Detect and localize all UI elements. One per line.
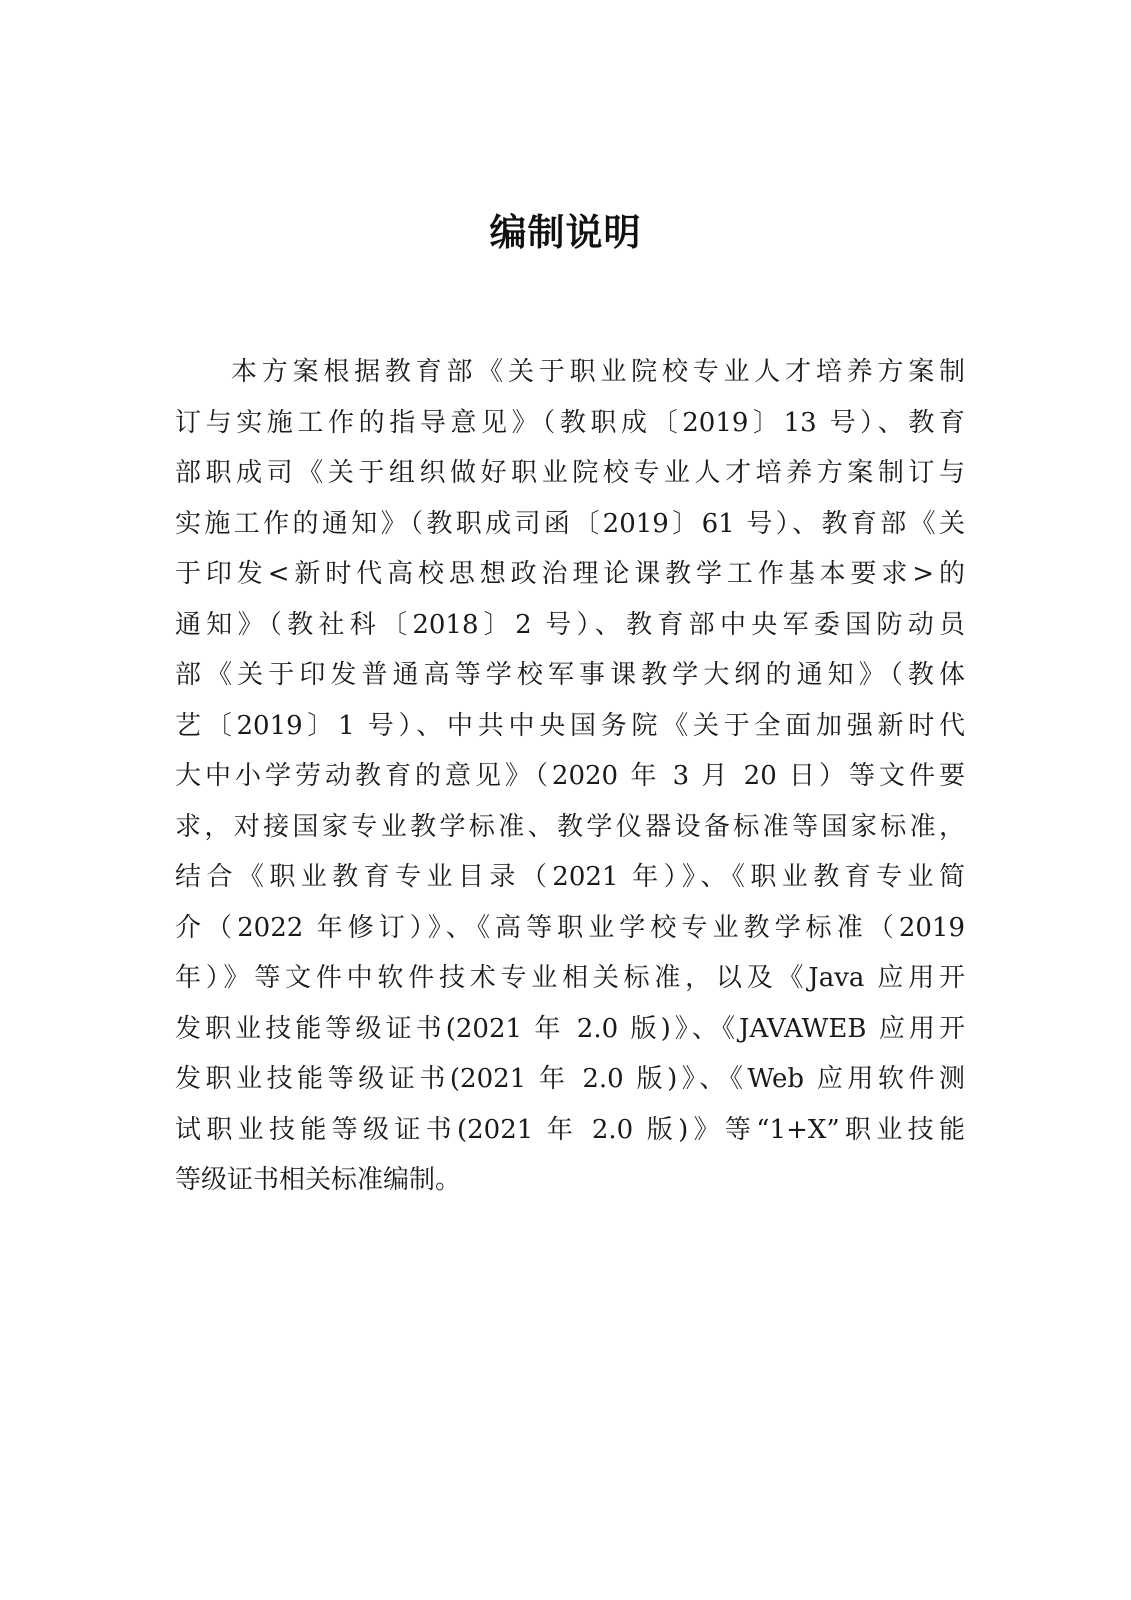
paragraph-line: 部职成司《关于组织做好职业院校专业人才培养方案制订与 bbox=[175, 458, 965, 488]
paragraph-line: 部《关于印发普通高等学校军事课教学大纲的通知》（教体 bbox=[175, 660, 965, 690]
paragraph-line: 发职业技能等级证书(2021 年 2.0 版)》、《JAVAWEB 应用开 bbox=[175, 1013, 965, 1044]
paragraph-line: 等级证书相关标准编制。 bbox=[175, 1165, 462, 1195]
paragraph-line: 艺〔2019〕1 号）、中共中央国务院《关于全面加强新时代 bbox=[175, 710, 965, 741]
page-title: 编制说明 bbox=[489, 211, 642, 254]
paragraph-line: 试职业技能等级证书(2021 年 2.0 版)》等“1+X”职业技能 bbox=[175, 1114, 965, 1145]
paragraph-line: 年）》等文件中软件技术专业相关标准，以及《Java 应用开 bbox=[175, 963, 965, 993]
paragraph-line: 结合《职业教育专业目录（2021 年）》、《职业教育专业简 bbox=[175, 862, 965, 892]
paragraph-line: 本方案根据教育部《关于职业院校专业人才培养方案制 bbox=[231, 357, 965, 387]
paragraph-line: 大中小学劳动教育的意见》（2020 年 3 月 20 日）等文件要 bbox=[175, 761, 965, 791]
paragraph-line: 实施工作的通知》（教职成司函〔2019〕61 号）、教育部《关 bbox=[175, 508, 965, 539]
paragraph-line: 订与实施工作的指导意见》（教职成〔2019〕13 号）、教育 bbox=[175, 407, 965, 438]
paragraph-line: 发职业技能等级证书(2021 年 2.0 版)》、《Web 应用软件测 bbox=[175, 1064, 965, 1094]
paragraph-line: 介（2022 年修订）》、《高等职业学校专业教学标准（2019 bbox=[175, 912, 965, 943]
paragraph-line: 求，对接国家专业教学标准、教学仪器设备标准等国家标准， bbox=[175, 811, 965, 842]
paragraph-line: 通知》（教社科〔2018〕2 号）、教育部中央军委国防动员 bbox=[175, 609, 965, 640]
body-paragraph bbox=[175, 347, 965, 1206]
paragraph-line: 于印发<新时代高校思想政治理论课教学工作基本要求>的 bbox=[175, 559, 965, 589]
